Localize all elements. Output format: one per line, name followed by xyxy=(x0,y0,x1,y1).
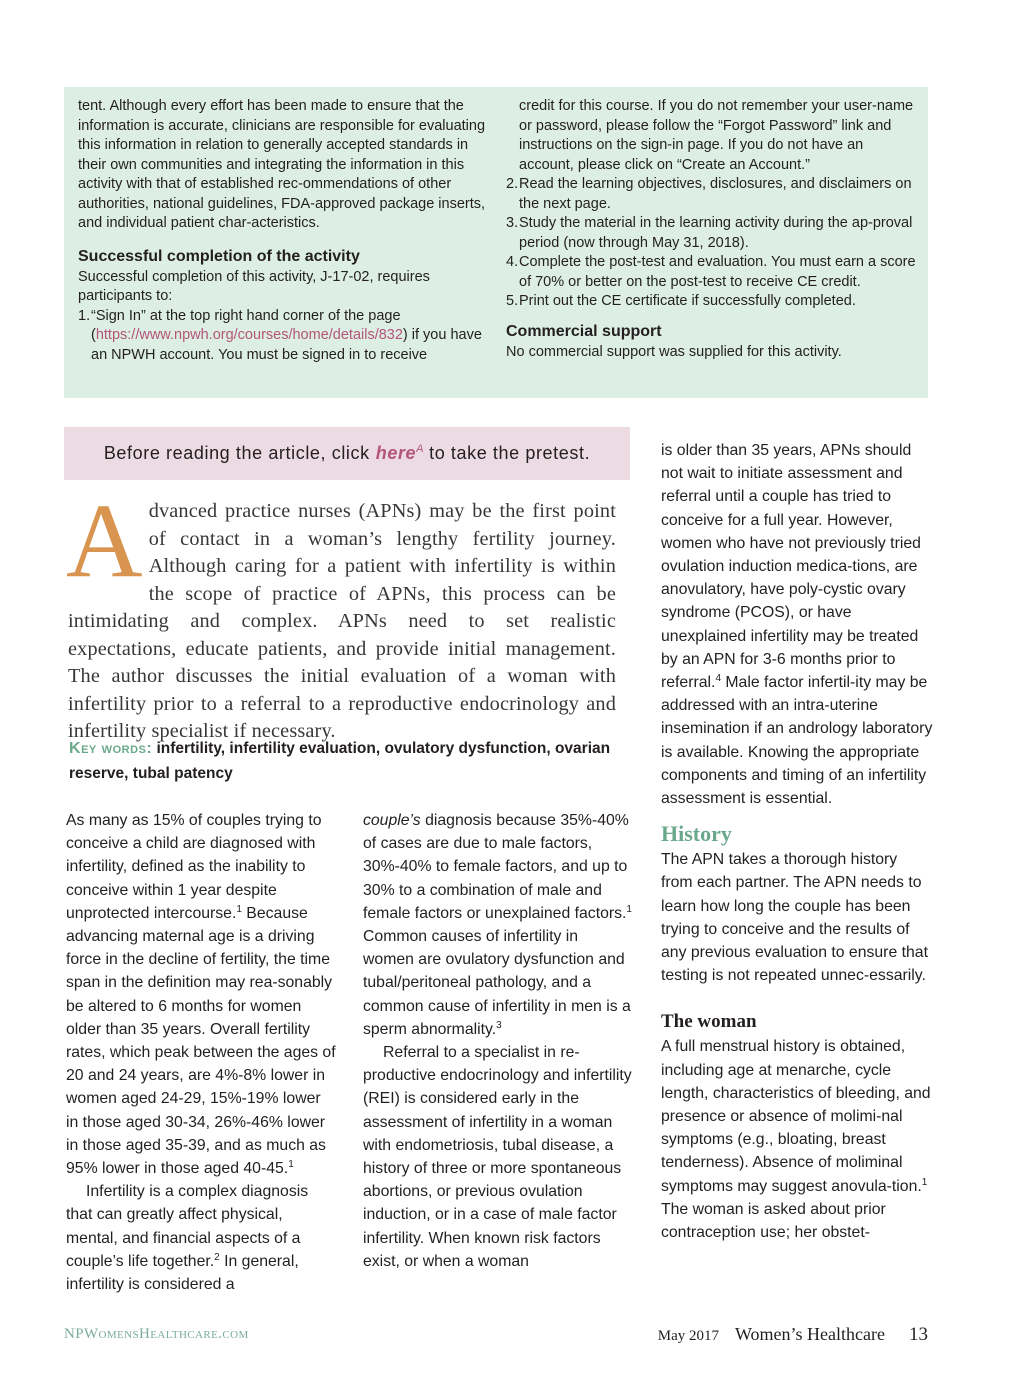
step1-text-pre: “Sign In” at the top right hand corner of the page ( xyxy=(91,307,401,343)
history-heading: History xyxy=(661,821,732,847)
pretest-text-before: Before reading the article, click xyxy=(103,443,370,463)
keywords-label: Key words: xyxy=(69,740,153,757)
commercial-support-text: No commercial support was supplied for this activity. xyxy=(506,343,842,360)
commercial-support-heading: Commercial support xyxy=(506,322,662,340)
list-item xyxy=(506,292,920,312)
ce-info-box xyxy=(64,87,928,398)
body-column-3 xyxy=(661,439,933,1244)
step-number: 2. xyxy=(506,176,519,192)
pretest-banner xyxy=(64,427,630,480)
ref-superscript: 1 xyxy=(626,903,632,915)
ref-superscript: 1 xyxy=(288,1159,294,1171)
list-item xyxy=(506,175,920,214)
step-number: 3. xyxy=(506,215,519,231)
paragraph: Referral to a specialist in re-productive endocrinology and infertility (REI) is considered early in the assessment of infertility in a woman with endometriosis, tubal disease, a history of three or more spontaneous abortions, or previous ovulation induction, or in a case of male factor infertility. When known risk factors exist, or when a woman xyxy=(363,1044,632,1270)
ce-right-column xyxy=(506,97,920,362)
step-number: 4. xyxy=(506,254,519,270)
footer-info xyxy=(658,1324,928,1346)
list-item xyxy=(506,97,920,175)
pretest-link-sup: A xyxy=(416,443,425,455)
paragraph: couple’s diagnosis because 35%-40% of cases are due to male factors, 30%-40% to female factors, and up to 30% to a combination of male and female factors or unexplained factors.$^1$ Common causes of infertility in women are ovulatory dysfunction and tubal/peritoneal pathology, and a common cause of infertility in men is a sperm abnormality.$^3$ xyxy=(363,812,632,1038)
ref-superscript: 3 xyxy=(496,1019,502,1031)
paragraph: A full menstrual history is obtained, including age at menarche, cycle length, characteristics of bleeding, and presence or absence of molimi-nal symptoms (e.g., bloating, breast tenderness). Absence of moliminal symptoms may suggest anovula-tion.$^1$ The woman is asked about prior contraception use; her obstet- xyxy=(661,1038,931,1242)
step1-text-post: ) if you have an NPWH account. You must be signed in to receive xyxy=(91,327,482,363)
paragraph: Infertility is a complex diagnosis that can greatly affect physical, mental, and financial aspects of a couple’s life together.$^2$ In general, infertility is considered a xyxy=(66,1183,309,1294)
footer-site[interactable]: NPWomensHealthcare.com xyxy=(64,1326,249,1342)
ce-left-column xyxy=(78,97,498,365)
step-text: Read the learning objectives, disclosures, and disclaimers on the next page. xyxy=(519,176,912,212)
list-item xyxy=(506,214,920,253)
abstract xyxy=(66,482,616,746)
completion-text: Successful completion of this activity, J-17-02, requires participants to: xyxy=(78,268,430,304)
pretest-text-after: to take the pretest. xyxy=(429,443,591,463)
completion-steps-list xyxy=(78,307,498,366)
keywords xyxy=(69,736,617,786)
paragraph: is older than 35 years, APNs should not wait to initiate assessment and referral until a couple has tried to conceive for a full year. However, women who have not previously tried ovulation induction medica-tions, are anovulatory, have poly-cystic ovary syndrome (PCOS), or have unexplained infertility may be treated by an APN for 3-6 months prior to referral.$^4$ Male factor infertil-ity may be addressed with an intra-uterine insemination if an andrology laboratory is available. Knowing the appropriate components and timing of an infertility assessment is essential. xyxy=(661,442,933,808)
step-text: Study the material in the learning activity during the ap-proval period (now through May 31, 2018). xyxy=(519,215,913,251)
ref-superscript: 2 xyxy=(214,1251,220,1263)
footer-date: May 2017 xyxy=(657,1328,719,1344)
the-woman-heading: The woman xyxy=(661,1011,757,1033)
list-item xyxy=(78,307,498,366)
footer-journal-name: Women’s Healthcare xyxy=(735,1324,885,1344)
keywords-terms: infertility, infertility evaluation, ovulatory dysfunction, ovarian reserve, tubal patency xyxy=(69,740,611,782)
step1-continued: credit for this course. If you do not remember your user-name or password, please follow the “Forgot Password” link and instructions on the sign-in page. If you do not have an account, please click on “Create an Account.” xyxy=(519,98,914,173)
completion-heading: Successful completion of the activity xyxy=(78,247,360,265)
italic-term: couple’s xyxy=(363,812,421,829)
body-column-1 xyxy=(66,809,336,1296)
ref-superscript: 1 xyxy=(921,1176,928,1188)
abstract-text: dvanced practice nurses (APNs) may be the first point of contact in a woman’s lengthy fertility journey. Although caring for a patient with infertility is within the scope of practice of APNs, this process can be intimidating and complex. APNs need to set realistic expectations, educate patients, and provide initial management. The author discusses the initial evaluation of a woman with infertility prior to a referral to a reproductive endocrinology and infertility specialist if necessary. xyxy=(68,500,616,742)
ref-superscript: 1 xyxy=(236,903,242,915)
page-number: 13 xyxy=(909,1324,928,1345)
ref-superscript: 4 xyxy=(715,673,721,685)
paragraph: The APN takes a thorough history from each partner. The APN needs to learn how long the couple has been trying to conceive and the results of any previous evaluation to ensure that testing is not repeated unnec-essarily. xyxy=(661,851,928,985)
body-column-2 xyxy=(363,809,633,1273)
step-text: Print out the CE certificate if successfully completed. xyxy=(519,293,856,309)
step-text: Complete the post-test and evaluation. You must earn a score of 70% or better on the post-test to receive CE credit. xyxy=(519,254,916,290)
list-item xyxy=(506,253,920,292)
course-link[interactable]: https://www.npwh.org/courses/home/details/832 xyxy=(95,327,403,343)
step-number: 5. xyxy=(506,293,519,309)
ce-disclaimer-text: tent. Although every effort has been made to ensure that the information is accurate, clinicians are responsible for evaluating this information in relation to generally accepted standards in their own communities and integrating the information in this activity with that of established rec-ommendations of other authorities, national guidelines, FDA-approved package inserts, and individual patient char-acteristics. xyxy=(78,98,486,231)
paragraph: As many as 15% of couples trying to conceive a child are diagnosed with infertility, defined as the inability to conceive within 1 year despite unprotected intercourse.$^1$ Because advancing maternal age is a driving force in the decline of fertility, the time span in the definition may rea-sonably be altered to 6 months for women older than 35 years. Overall fertility rates, which peak between the ages of 20 and 24 years, are 4%-8% lower in women aged 24-29, 15%-19% lower in those aged 30-34, 26%-46% lower in those aged 35-39, and as much as 95% lower in those aged 40-45.$^1$ xyxy=(66,812,336,1178)
step-number: 1. xyxy=(78,307,91,324)
pretest-link[interactable]: here$^A$ xyxy=(375,443,425,463)
drop-cap: A xyxy=(66,482,143,599)
